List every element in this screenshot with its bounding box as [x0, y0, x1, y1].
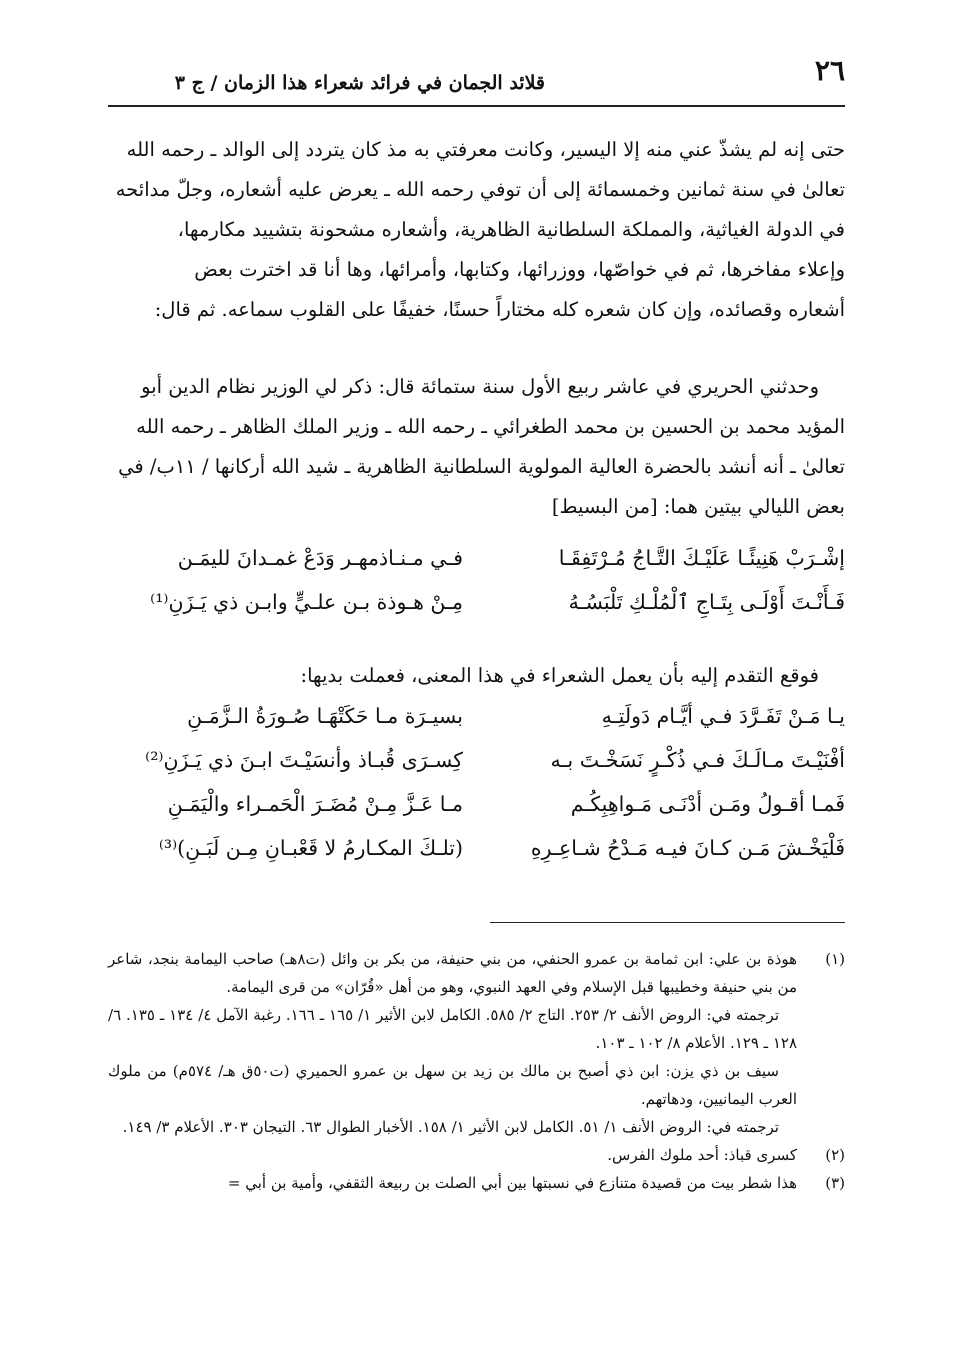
footnotes — [108, 945, 845, 1197]
footnote-number: (٢) — [825, 1146, 845, 1164]
footnote-text: كسرى قباذ: أحد ملوك الفرس. — [607, 1146, 797, 1164]
second-hemistich: فـي مـنـاذمهـر وَدَعْ غمـدانَ لليمَـن — [177, 546, 463, 570]
text-line: تعالىٰ ـ أنه أنشد بالحضرة العالية المولوية السلطانية الظاهرية ـ شيد الله أركانها / ١١ب/ في — [118, 455, 845, 478]
first-hemistich: فَلْيَخْـشَ مَـن كـانَ فيـه مَـدْحُ شـاعِـرِهِ — [530, 836, 845, 860]
verse — [108, 792, 845, 836]
paragraph-3 — [108, 656, 845, 696]
footnote-subparagraph: سيف بن ذي يزن: ابن ذي أصبح بن مالك بن زيد بن سهل بن عمرو الحميري (ت٥٠ق هـ/ ٥٧٤م) من ملوك العرب اليمانيين، ودهاتهم. — [108, 1062, 797, 1108]
header-rule — [108, 105, 845, 107]
verse — [108, 546, 845, 590]
poem-2 — [108, 704, 845, 880]
footnote-number: (٣) — [825, 1174, 845, 1192]
page-header — [108, 52, 845, 102]
second-hemistich: مـا عَـزَّ مِـنْ مُضَـرَ الْحَمـراء والْيَمَـنِ — [167, 792, 463, 816]
paragraph-2 — [108, 367, 845, 527]
running-title: قلائد الجمان في فرائد شعراء هذا الزمان / ج ٣ — [174, 72, 545, 94]
first-hemistich: أفْنَيْـتَ مـالَـكَ فـي ذُكْـرٍ نَسَخْـتَ بـه — [550, 748, 845, 772]
first-hemistich: يـا مَـنْ تَفَـرَّدَ فـي أيَّـام دَولَتِـهِ — [601, 704, 845, 728]
verse — [108, 704, 845, 748]
second-hemistich: (تلـكَ المكـارمُ لا قَعْبـانِ مِـن لَبَـنِ)⁽³⁾ — [158, 836, 463, 860]
text-line: وإعلاء مفاخرها، ثم في خواصّها، ووزرائها، وكتابها، وأمرائها، وها أنا قد اخترت بعض — [194, 258, 845, 281]
footnote-number: (١) — [825, 950, 845, 968]
footnote-rule — [490, 922, 845, 923]
verse — [108, 748, 845, 792]
footnote-2 — [108, 1141, 845, 1169]
page-number: ٢٦ — [814, 54, 845, 87]
second-hemistich: بسيـرَة مـا حَكَتْهَـا صُـورَةُ الـزَّمَـنِ — [187, 704, 463, 728]
first-hemistich: فَمـا أقـولُ ومَـن أدْنَـى مَـواهِبِكُـم — [570, 792, 845, 816]
verse — [108, 836, 845, 880]
footnote-3 — [108, 1169, 845, 1197]
footnote-subparagraph: ترجمته في: الروض الأنف ٢/ ٢٥٣. التاج ٢/ ٥٨٥. الكامل لابن الأثير ١/ ١٦٥ ـ ١٦٦. رغبة الآمل ٤/ ١٣٤ ـ ١٣٥. ٦/ ١٢٨ ـ ١٢٩. الأعلام ٨/ ١٠٢ ـ ١٠٣. — [108, 1006, 797, 1052]
verse — [108, 590, 845, 634]
text-line: فوقع التقدم إليه بأن يعمل الشعراء في هذا المعنى، فعملت بديها: — [300, 664, 819, 687]
second-hemistich: مِـنْ هـوذة بـن علـيٍّ وابـن ذي يَـزَنِ⁽¹⁾ — [150, 590, 463, 614]
text-line: حتى إنه لم يشذّ عني منه إلا اليسير، وكانت معرفتي به مذ كان يتردد إلى الوالد ـ رحمه الله — [126, 138, 845, 161]
text-line: بعض الليالي بيتين هما: [من البسيط] — [551, 495, 845, 518]
first-hemistich: فَـأَنْـتَ أَوْلَـى بِتَـاجِ ٱلْمُلْـكِ تَلْبَسُـهُ — [568, 590, 845, 614]
footnote-text: هوذة بن علي: ابن ثمامة بن عمرو الحنفي، من بني حنيفة، من بكر بن وائل (ت٨هـ) صاحب اليمامة بنجد، شاعر من بني حنيفة وخطيبها قبل الإسلام وفي العهد النبوي، وهو من أهل «قُرّان» من قرى اليمامة. — [108, 950, 797, 996]
footnote-subparagraph: ترجمته في: الروض الأنف ١/ ٥١. الكامل لابن الأثير ١/ ١٥٨. الأخبار الطوال ٦٣. التيجان ٣٠٣. الأعلام ٣/ ١٤٩. — [122, 1118, 779, 1136]
text-line: أشعاره وقصائده، وإن كان شعره كله مختاراً حسنًا، خفيفًا على القلوب سماعه. ثم قال: — [154, 298, 845, 321]
footnote-1 — [108, 945, 845, 1001]
text-line: تعالىٰ في سنة ثمانين وخمسمائة إلى أن توفي رحمه الله ـ يعرض عليه أشعاره، وجلّ مدائحه — [115, 178, 845, 201]
text-line: في الدولة الغياثية، والمملكة السلطانية الظاهرية، وأشعاره مشحونة بتشييد مكارمها، — [177, 218, 845, 241]
second-hemistich: كِسـرَى قُبـاذ وأنسَيْـتَ ابـنَ ذي يَـزَنِ⁽²⁾ — [145, 748, 463, 772]
text-line: المؤيد محمد بن الحسين بن محمد الطغرائي ـ رحمه الله ـ وزير الملك الظاهر ـ رحمه الله — [136, 415, 845, 438]
first-hemistich: إشْـرَبْ هَنِيئًـا عَلَيْـكَ التَّـاجُ مُـرْتَفِقَـا — [558, 546, 845, 570]
footnote-text: هذا شطر بيت من قصيدة متنازع في نسبتها بين أبي الصلت بن ربيعة الثقفي، وأمية بن أبي = — [227, 1174, 797, 1192]
poem-1 — [108, 546, 845, 634]
paragraph-1 — [108, 130, 845, 330]
text-line: وحدثني الحريري في عاشر ربيع الأول سنة ستمائة قال: ذكر لي الوزير نظام الدين أبو — [141, 375, 819, 398]
